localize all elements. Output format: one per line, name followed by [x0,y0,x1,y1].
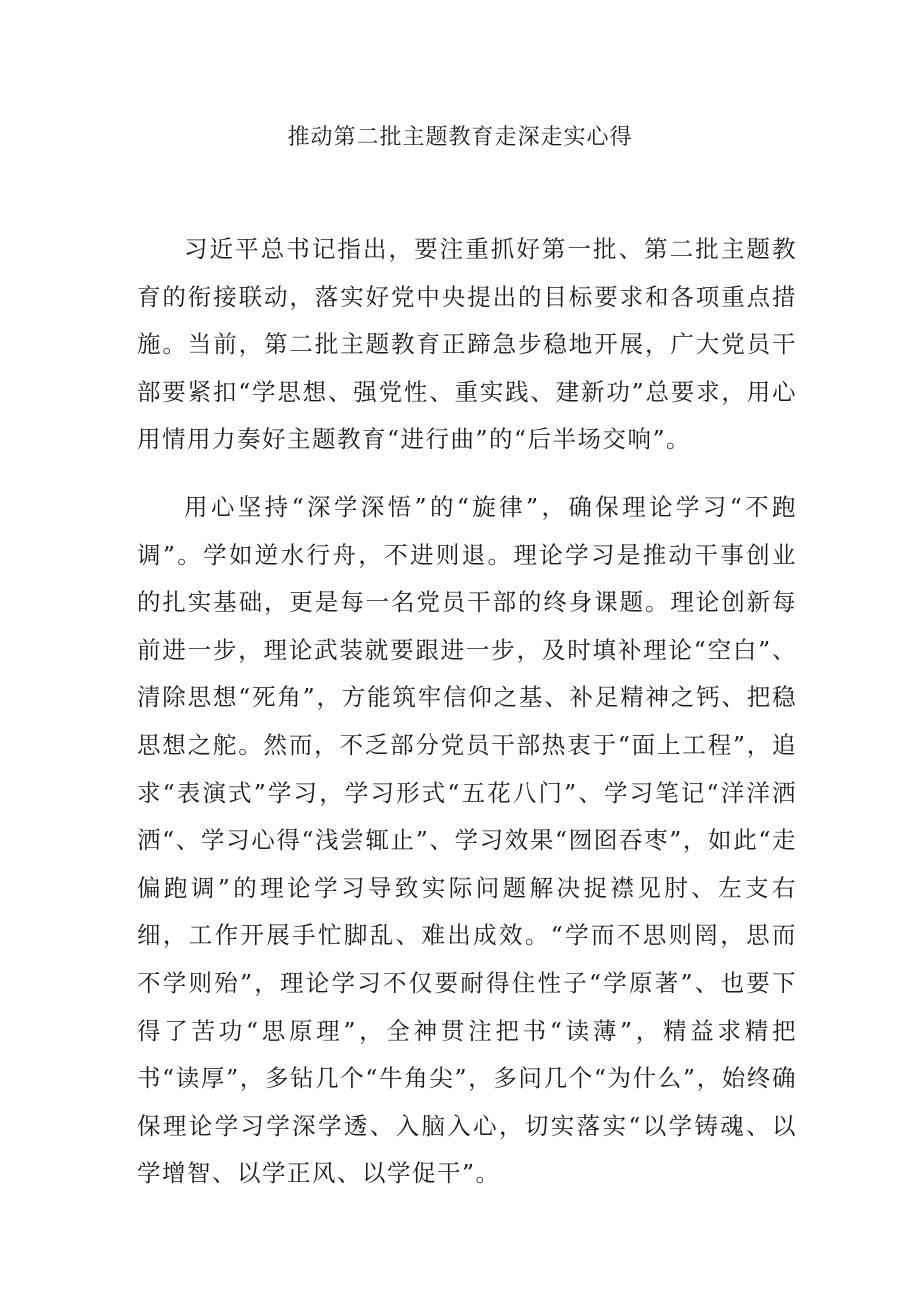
paragraph-2: 用心坚持“深学深悟”的“旋律”，确保理论学习“不跑调”。学如逆水行舟，不进则退。理论学习是推动干事创业的扎实基础，更是每一名党员干部的终身课题。理论创新每前进一步，理论武装就要跟进一步，及时填补理论“空白”、清除思想“死角”，方能筑牢信仰之基、补足精神之钙、把稳思想之舵。然而，不乏部分党员干部热衷于“面上工程”，追求“表演式”学习，学习形式“五花八门”、学习笔记“洋洋洒洒“、学习心得“浅尝辄止”、学习效果“囫囵吞枣”，如此“走偏跑调”的理论学习导致实际问题解决捉襟见肘、左支右细，工作开展手忙脚乱、难出成效。“学而不思则罔，思而不学则殆”，理论学习不仅要耐得住性子“学原著”、也要下得了苦功“思原理”，全神贯注把书“读薄”，精益求精把书“读厚”，多钻几个“牛角尖”，多问几个“为什么”，始终确保理论学习学深学透、入脑入心，切实落实“以学铸魂、以学增智、以学正风、以学促干”。 [137,492,797,1188]
document-title: 推动第二批主题教育走深走实心得 [287,125,633,150]
paragraph-1: 习近平总书记指出，要注重抓好第一批、第二批主题教育的衔接联动，落实好党中央提出的目标要求和各项重点措施。当前，第二批主题教育正蹄急步稳地开展，广大党员干部要紧扣“学思想、强党性、重实践、建新功”总要求，用心用情用力奏好主题教育“进行曲”的“后半场交响”。 [137,235,797,454]
document-body [137,226,797,1218]
